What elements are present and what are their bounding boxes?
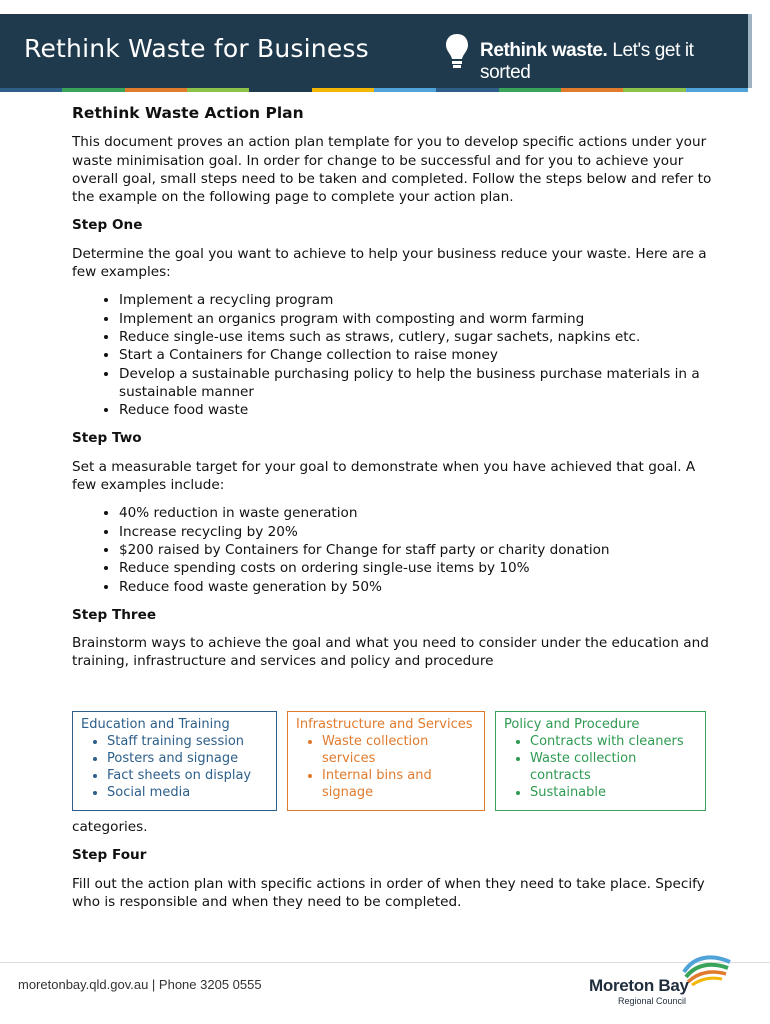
list-item: • Staff training session <box>107 733 268 750</box>
step-three-text-end: categories. <box>72 819 148 835</box>
list-item: • Start a Containers for Change collection to raise money <box>119 346 712 364</box>
list-item: • Implement a recycling program <box>119 291 712 309</box>
step-one-list <box>72 291 712 419</box>
list-item: • Fact sheets on display <box>107 767 268 784</box>
box-list <box>296 733 476 801</box>
document-title: Rethink Waste Action Plan <box>72 104 304 122</box>
step-one-text: Determine the goal you want to achieve to help your business reduce your waste. Here are a few examples: <box>72 245 707 281</box>
stripe-segment <box>187 88 249 92</box>
council-logo-name: Moreton Bay <box>589 976 689 995</box>
stripe-segment <box>436 88 498 92</box>
list-item: • Sustainable <box>530 784 697 801</box>
brand-wordmark <box>480 40 748 84</box>
stripe-segment <box>561 88 623 92</box>
box-title: Policy and Procedure <box>504 717 640 732</box>
document-body-continued <box>72 818 712 921</box>
stripe-segment <box>623 88 685 92</box>
step-one-heading: Step One <box>72 217 143 234</box>
list-item: • Social media <box>107 784 268 801</box>
stripe-segment <box>62 88 124 92</box>
step-four-text: Fill out the action plan with specific actions in order of when they need to take place. Specify who is responsible and when they need to be completed. <box>72 875 705 910</box>
intro-paragraph: This document proves an action plan template for you to develop specific actions under your waste minimisation goal. In order for change to be successful and for you to achieve your overall goal, small steps need to be taken and completed. Follow the steps below and refer to the example on the following page to complete your action plan. <box>72 134 712 206</box>
lightbulb-icon <box>444 32 470 76</box>
step-two-heading: Step Two <box>72 430 142 447</box>
box-list <box>81 733 268 801</box>
infrastructure-services-box <box>287 711 485 811</box>
stripe-segment <box>374 88 436 92</box>
list-item: • Develop a sustainable purchasing policy to help the business purchase materials in a sustainable manner <box>119 365 712 402</box>
step-two-list <box>72 504 712 595</box>
box-title: Infrastructure and Services <box>296 717 473 732</box>
list-item: • Waste collection contracts <box>530 750 697 784</box>
list-item: • Reduce food waste <box>119 401 712 419</box>
document-body <box>72 104 712 681</box>
list-item: • Increase recycling by 20% <box>119 523 712 541</box>
box-title: Education and Training <box>81 717 230 732</box>
policy-procedure-box <box>495 711 706 811</box>
box-list <box>504 733 697 801</box>
list-item: • $200 raised by Containers for Change for staff party or charity donation <box>119 541 712 559</box>
page-header <box>0 14 752 88</box>
step-three-text: Brainstorm ways to achieve the goal and what you need to consider under the education and training, infrastructure and services and policy and procedure <box>72 635 709 670</box>
step-four-heading: Step Four <box>72 847 147 864</box>
stripe-segment <box>125 88 187 92</box>
footer-divider <box>0 962 770 963</box>
step-two-text: Set a measurable target for your goal to demonstrate when you have achieved that goal. A few examples include: <box>72 458 696 494</box>
education-training-box <box>72 711 277 811</box>
stripe-segment <box>499 88 561 92</box>
list-item: • Contracts with cleaners <box>530 733 697 750</box>
brand-tagline: Let's get it sorted <box>480 40 694 83</box>
stripe-segment <box>0 88 62 92</box>
list-item: • Reduce food waste generation by 50% <box>119 578 712 596</box>
category-boxes <box>72 711 706 813</box>
council-wave-logo-icon <box>682 952 732 990</box>
list-item: • Implement an organics program with composting and worm farming <box>119 310 712 328</box>
list-item: • Internal bins and signage <box>322 767 476 801</box>
header-title: Rethink Waste for Business <box>24 34 369 63</box>
stripe-segment <box>686 88 748 92</box>
list-item: • Reduce single-use items such as straws, cutlery, sugar sachets, napkins etc. <box>119 328 712 346</box>
brand-bold: Rethink waste. <box>480 40 608 61</box>
list-item: • Waste collection services <box>322 733 476 767</box>
footer-contact: moretonbay.qld.gov.au | Phone 3205 0555 <box>18 977 262 992</box>
header-color-stripe <box>0 88 748 92</box>
list-item: • 40% reduction in waste generation <box>119 504 712 522</box>
stripe-segment <box>312 88 374 92</box>
stripe-segment <box>249 88 311 92</box>
council-logo-subtitle: Regional Council <box>618 996 687 1006</box>
step-three-heading: Step Three <box>72 606 157 623</box>
list-item: • Posters and signage <box>107 750 268 767</box>
list-item: • Reduce spending costs on ordering single-use items by 10% <box>119 559 712 577</box>
